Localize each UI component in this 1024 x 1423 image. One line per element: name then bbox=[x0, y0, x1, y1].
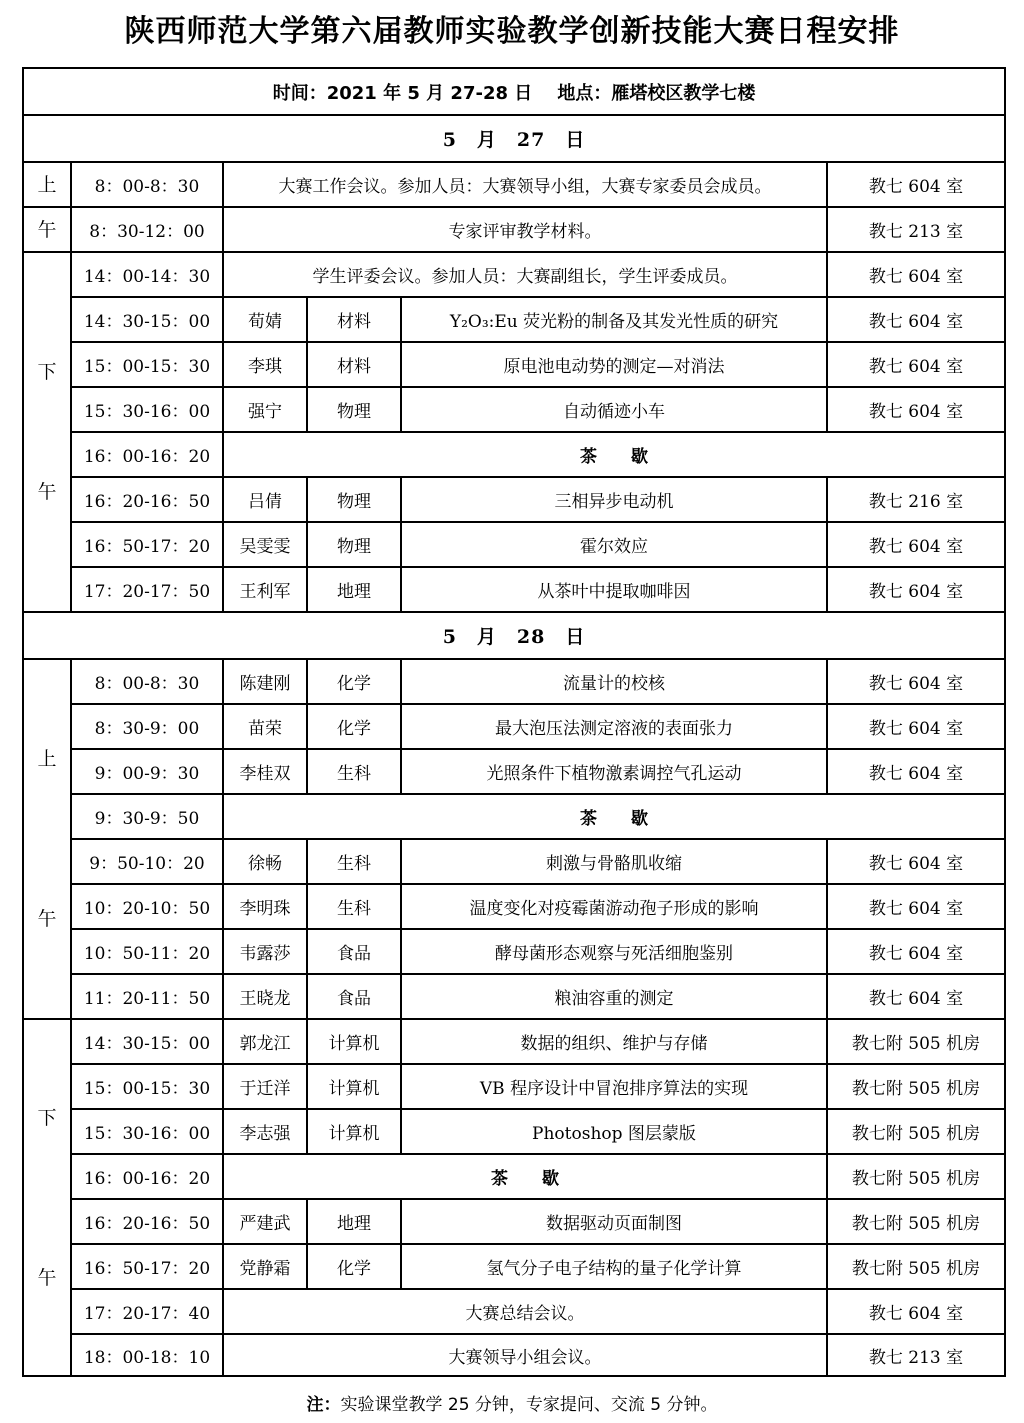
room-cell: 教七 604 室 bbox=[827, 659, 1005, 704]
time-cell: 15：30-16：00 bbox=[71, 1109, 223, 1154]
name-cell: 苗荣 bbox=[223, 704, 307, 749]
room-cell: 教七 604 室 bbox=[827, 567, 1005, 612]
subject-cell: 食品 bbox=[307, 974, 401, 1019]
room-cell: 教七附 505 机房 bbox=[827, 1199, 1005, 1244]
name-cell: 徐畅 bbox=[223, 839, 307, 884]
subject-cell: 材料 bbox=[307, 297, 401, 342]
time-cell: 16：00-16：20 bbox=[71, 432, 223, 477]
table-row bbox=[23, 1289, 1005, 1334]
period-label: 午 bbox=[37, 481, 57, 503]
room-cell: 教七 604 室 bbox=[827, 522, 1005, 567]
subject-cell: 生科 bbox=[307, 884, 401, 929]
topic-cell: 霍尔效应 bbox=[401, 522, 827, 567]
period-label: 上 bbox=[37, 748, 57, 770]
name-cell: 强宁 bbox=[223, 387, 307, 432]
content-cell: 大赛领导小组会议。 bbox=[223, 1334, 827, 1376]
tea-break: 茶 歇 bbox=[223, 1154, 827, 1199]
time-cell: 16：20-16：50 bbox=[71, 1199, 223, 1244]
topic-cell: 三相异步电动机 bbox=[401, 477, 827, 522]
room-cell: 教七 604 室 bbox=[827, 342, 1005, 387]
subject-cell: 物理 bbox=[307, 522, 401, 567]
time-cell: 16：20-16：50 bbox=[71, 477, 223, 522]
table-row bbox=[23, 1334, 1005, 1376]
room-cell: 教七附 505 机房 bbox=[827, 1244, 1005, 1289]
content-cell: 大赛总结会议。 bbox=[223, 1289, 827, 1334]
room-cell: 教七 604 室 bbox=[827, 1289, 1005, 1334]
period-label: 下 bbox=[37, 361, 57, 383]
name-cell: 陈建刚 bbox=[223, 659, 307, 704]
room-cell: 教七 604 室 bbox=[827, 839, 1005, 884]
room-cell: 教七 604 室 bbox=[827, 252, 1005, 297]
break-row bbox=[23, 1154, 1005, 1199]
table-row bbox=[23, 884, 1005, 929]
subject-cell: 化学 bbox=[307, 1244, 401, 1289]
break-row bbox=[23, 794, 1005, 839]
name-cell: 吕倩 bbox=[223, 477, 307, 522]
time-cell: 17：20-17：50 bbox=[71, 567, 223, 612]
topic-cell: 数据的组织、维护与存储 bbox=[401, 1019, 827, 1064]
period-label: 午 bbox=[37, 1266, 57, 1289]
table-row bbox=[23, 162, 1005, 207]
time-cell: 8：30-9：00 bbox=[71, 704, 223, 749]
topic-cell: 从茶叶中提取咖啡因 bbox=[401, 567, 827, 612]
name-cell: 郭龙江 bbox=[223, 1019, 307, 1064]
time-cell: 15：00-15：30 bbox=[71, 1064, 223, 1109]
room-cell: 教七附 505 机房 bbox=[827, 1109, 1005, 1154]
room-cell: 教七 604 室 bbox=[827, 929, 1005, 974]
room-cell: 教七 604 室 bbox=[827, 749, 1005, 794]
period-cell bbox=[23, 659, 71, 1019]
page-title: 陕西师范大学第六届教师实验教学创新技能大赛日程安排 bbox=[124, 14, 900, 49]
topic-cell: 温度变化对疫霉菌游动孢子形成的影响 bbox=[401, 884, 827, 929]
tea-break: 茶 歇 bbox=[223, 794, 1005, 839]
room-cell: 教七 604 室 bbox=[827, 387, 1005, 432]
time-cell: 16：00-16：20 bbox=[71, 1154, 223, 1199]
topic-cell: 酵母菌形态观察与死活细胞鉴别 bbox=[401, 929, 827, 974]
table-row bbox=[23, 1109, 1005, 1154]
table-row bbox=[23, 1199, 1005, 1244]
name-cell: 党静霜 bbox=[223, 1244, 307, 1289]
subject-cell: 地理 bbox=[307, 1199, 401, 1244]
table-row bbox=[23, 839, 1005, 884]
schedule-table bbox=[22, 67, 1006, 1377]
time-cell: 18：00-18：10 bbox=[71, 1334, 223, 1376]
room-cell: 教七 213 室 bbox=[827, 207, 1005, 252]
room-cell: 教七 604 室 bbox=[827, 974, 1005, 1019]
break-row bbox=[23, 432, 1005, 477]
table-row bbox=[23, 567, 1005, 612]
day-header: 5 月 27 日 bbox=[23, 115, 1005, 162]
table-row bbox=[23, 749, 1005, 794]
table-row bbox=[23, 704, 1005, 749]
day-header-row bbox=[23, 115, 1005, 162]
name-cell: 李琪 bbox=[223, 342, 307, 387]
room-cell: 教七 604 室 bbox=[827, 884, 1005, 929]
period-label: 下 bbox=[37, 1106, 57, 1129]
time-cell: 9：30-9：50 bbox=[71, 794, 223, 839]
subject-cell: 物理 bbox=[307, 477, 401, 522]
time-cell: 16：50-17：20 bbox=[71, 522, 223, 567]
time-cell: 8：00-8：30 bbox=[71, 659, 223, 704]
name-cell: 严建武 bbox=[223, 1199, 307, 1244]
subject-cell: 生科 bbox=[307, 749, 401, 794]
table-row bbox=[23, 1064, 1005, 1109]
subject-cell: 计算机 bbox=[307, 1019, 401, 1064]
table-row bbox=[23, 252, 1005, 297]
footnote bbox=[0, 1390, 1024, 1415]
name-cell: 吴雯雯 bbox=[223, 522, 307, 567]
topic-cell: 原电池电动势的测定—对消法 bbox=[401, 342, 827, 387]
topic-cell: 自动循迹小车 bbox=[401, 387, 827, 432]
topic-cell: 氢气分子电子结构的量子化学计算 bbox=[401, 1244, 827, 1289]
time-cell: 9：50-10：20 bbox=[71, 839, 223, 884]
date-location: 时间：2021 年 5 月 27-28 日 地点：雁塔校区教学七楼 bbox=[23, 68, 1005, 115]
subject-cell: 材料 bbox=[307, 342, 401, 387]
room-cell: 教七 604 室 bbox=[827, 297, 1005, 342]
subject-cell: 计算机 bbox=[307, 1064, 401, 1109]
tea-break: 茶 歇 bbox=[223, 432, 1005, 477]
footnote-label: 注： bbox=[306, 1395, 341, 1415]
time-cell: 14：00-14：30 bbox=[71, 252, 223, 297]
name-cell: 韦露莎 bbox=[223, 929, 307, 974]
room-cell: 教七 213 室 bbox=[827, 1334, 1005, 1376]
table-row bbox=[23, 207, 1005, 252]
period-label: 午 bbox=[23, 207, 71, 252]
topic-cell: VB 程序设计中冒泡排序算法的实现 bbox=[401, 1064, 827, 1109]
room-cell: 教七附 505 机房 bbox=[827, 1064, 1005, 1109]
period-cell bbox=[23, 252, 71, 612]
room-cell: 教七 216 室 bbox=[827, 477, 1005, 522]
subject-cell: 地理 bbox=[307, 567, 401, 612]
topic-cell: 数据驱动页面制图 bbox=[401, 1199, 827, 1244]
period-cell bbox=[23, 1019, 71, 1376]
subject-cell: 化学 bbox=[307, 704, 401, 749]
info-row bbox=[23, 68, 1005, 115]
content-cell: 学生评委会议。参加人员：大赛副组长，学生评委成员。 bbox=[223, 252, 827, 297]
name-cell: 荀婧 bbox=[223, 297, 307, 342]
topic-cell: Y₂O₃:Eu 荧光粉的制备及其发光性质的研究 bbox=[401, 297, 827, 342]
period-label: 上 bbox=[23, 162, 71, 207]
day-header: 5 月 28 日 bbox=[23, 612, 1005, 659]
topic-cell: 光照条件下植物激素调控气孔运动 bbox=[401, 749, 827, 794]
topic-cell: 粮油容重的测定 bbox=[401, 974, 827, 1019]
footnote-text: 实验课堂教学 25 分钟，专家提问、交流 5 分钟。 bbox=[340, 1395, 718, 1415]
time-cell: 15：30-16：00 bbox=[71, 387, 223, 432]
time-cell: 14：30-15：00 bbox=[71, 1019, 223, 1064]
table-row bbox=[23, 387, 1005, 432]
table-row bbox=[23, 342, 1005, 387]
name-cell: 王利军 bbox=[223, 567, 307, 612]
subject-cell: 食品 bbox=[307, 929, 401, 974]
time-cell: 16：50-17：20 bbox=[71, 1244, 223, 1289]
time-cell: 17：20-17：40 bbox=[71, 1289, 223, 1334]
room-cell: 教七 604 室 bbox=[827, 162, 1005, 207]
time-cell: 8：30-12：00 bbox=[71, 207, 223, 252]
subject-cell: 物理 bbox=[307, 387, 401, 432]
table-row bbox=[23, 1019, 1005, 1064]
time-cell: 14：30-15：00 bbox=[71, 297, 223, 342]
topic-cell: 最大泡压法测定溶液的表面张力 bbox=[401, 704, 827, 749]
name-cell: 王晓龙 bbox=[223, 974, 307, 1019]
table-row bbox=[23, 477, 1005, 522]
table-row bbox=[23, 297, 1005, 342]
subject-cell: 化学 bbox=[307, 659, 401, 704]
room-cell: 教七 604 室 bbox=[827, 704, 1005, 749]
name-cell: 李明珠 bbox=[223, 884, 307, 929]
table-row bbox=[23, 974, 1005, 1019]
content-cell: 专家评审教学材料。 bbox=[223, 207, 827, 252]
name-cell: 于迁洋 bbox=[223, 1064, 307, 1109]
time-cell: 8：00-8：30 bbox=[71, 162, 223, 207]
name-cell: 李志强 bbox=[223, 1109, 307, 1154]
topic-cell: Photoshop 图层蒙版 bbox=[401, 1109, 827, 1154]
time-cell: 9：00-9：30 bbox=[71, 749, 223, 794]
time-cell: 11：20-11：50 bbox=[71, 974, 223, 1019]
time-cell: 10：20-10：50 bbox=[71, 884, 223, 929]
day-header-row bbox=[23, 612, 1005, 659]
subject-cell: 生科 bbox=[307, 839, 401, 884]
period-label: 午 bbox=[37, 908, 57, 930]
topic-cell: 流量计的校核 bbox=[401, 659, 827, 704]
time-cell: 15：00-15：30 bbox=[71, 342, 223, 387]
time-cell: 10：50-11：20 bbox=[71, 929, 223, 974]
table-row bbox=[23, 659, 1005, 704]
name-cell: 李桂双 bbox=[223, 749, 307, 794]
content-cell: 大赛工作会议。参加人员：大赛领导小组，大赛专家委员会成员。 bbox=[223, 162, 827, 207]
subject-cell: 计算机 bbox=[307, 1109, 401, 1154]
topic-cell: 刺激与骨骼肌收缩 bbox=[401, 839, 827, 884]
room-cell: 教七附 505 机房 bbox=[827, 1154, 1005, 1199]
table-row bbox=[23, 522, 1005, 567]
table-row bbox=[23, 929, 1005, 974]
room-cell: 教七附 505 机房 bbox=[827, 1019, 1005, 1064]
table-row bbox=[23, 1244, 1005, 1289]
